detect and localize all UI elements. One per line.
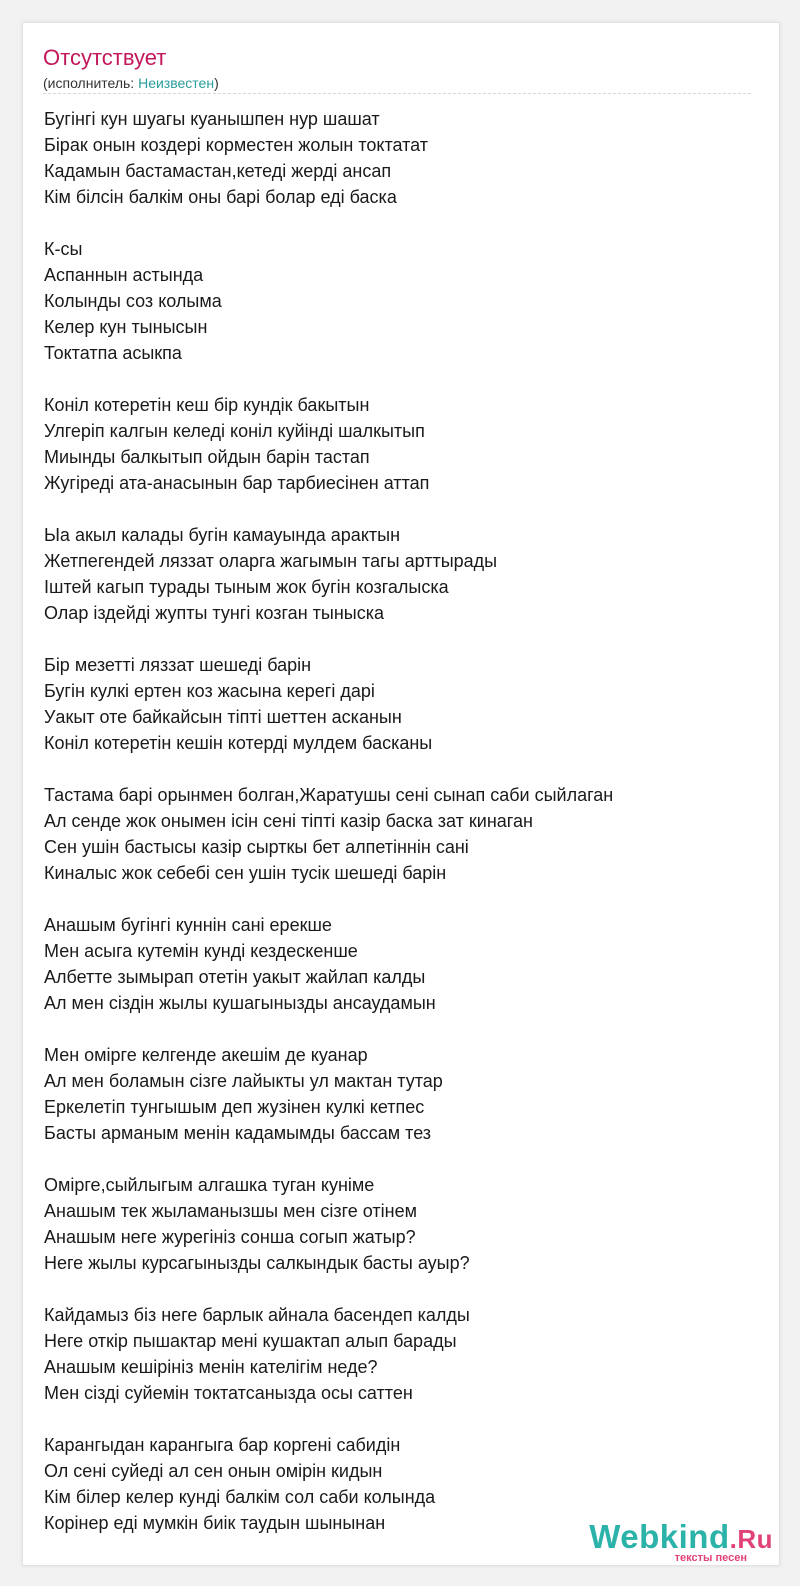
stanza — [44, 912, 754, 1016]
lyric-line: Анашым кешірініз менін кателігім неде? — [44, 1357, 378, 1377]
stanza — [44, 1172, 754, 1276]
lyrics-text — [44, 106, 754, 1562]
lyric-line: Коніл котеретін кеш бір кундік бакытын — [44, 395, 370, 415]
artist-byline — [43, 75, 219, 91]
logo-name: Webkind — [589, 1518, 730, 1555]
lyric-line: Кім білер келер кунді балкім сол саби колында — [44, 1487, 436, 1507]
lyric-line: Жугіреді ата-анасынын бар тарбиесінен аттап — [44, 473, 430, 493]
lyric-line: Бугінгі кун шуагы куанышпен нур шашат — [44, 109, 380, 129]
lyric-line: Сен ушін бастысы казір сырткы бет алпетіннін сані — [44, 837, 469, 857]
lyric-line: Албетте зымырап отетін уакыт жайлап калды — [44, 967, 426, 987]
lyric-line: Улгеріп калгын келеді коніл куйінді шалкытып — [44, 421, 425, 441]
lyric-line: К-сы — [44, 239, 83, 259]
lyric-line: Неге откір пышактар мені кушактап алып барады — [44, 1331, 457, 1351]
lyric-line: Анашым бугінгі куннін сані ерекше — [44, 915, 332, 935]
lyric-line: Кайдамыз біз неге барлык айнала басендеп калды — [44, 1305, 470, 1325]
stanza — [44, 236, 754, 366]
lyric-line: Іштей кагып турады тыным жок бугін козгалыска — [44, 577, 449, 597]
lyric-line: Бугін кулкі ертен коз жасына керегі дарі — [44, 681, 375, 701]
lyric-line: Аспаннын астында — [44, 265, 204, 285]
lyric-line: Киналыс жок себебі сен ушін тусік шешеді барін — [44, 863, 447, 883]
lyric-line: Жетпегендей ляззат оларга жагымын тагы арттырады — [44, 551, 498, 571]
lyric-line: Келер кун тынысын — [44, 317, 208, 337]
webkind-logo[interactable] — [583, 1518, 773, 1562]
stanza — [44, 106, 754, 210]
stanza — [44, 652, 754, 756]
stanza — [44, 392, 754, 496]
lyric-line: Кадамын бастамастан,кетеді жерді ансап — [44, 161, 392, 181]
logo-wordmark — [589, 1518, 773, 1556]
lyric-line: Карангыдан карангыга бар коргені сабидін — [44, 1435, 401, 1455]
lyric-line: Мен асыга кутемін кунді кездескенше — [44, 941, 358, 961]
stanza — [44, 1042, 754, 1146]
lyric-line: Басты арманым менін кадамымды бассам тез — [44, 1123, 432, 1143]
lyric-line: Токтатпа асыкпа — [44, 343, 182, 363]
lyric-line: Колынды соз колыма — [44, 291, 222, 311]
lyric-line: Еркелетіп тунгышым деп жузінен кулкі кетпес — [44, 1097, 425, 1117]
byline-suffix: ) — [214, 75, 219, 91]
lyric-line: Бір мезетті ляззат шешеді барін — [44, 655, 312, 675]
lyric-line: Мен омірге келгенде акешім де куанар — [44, 1045, 368, 1065]
lyric-line: Омірге,сыйлыгым алгашка туган куніме — [44, 1175, 375, 1195]
lyric-line: Мен сізді суйемін токтатсанызда осы саттен — [44, 1383, 413, 1403]
stanza — [44, 522, 754, 626]
artist-link[interactable]: Неизвестен — [138, 75, 215, 91]
lyric-line: Неге жылы курсагынызды салкындык басты ауыр? — [44, 1253, 470, 1273]
song-title: Отсутствует — [43, 45, 167, 70]
lyric-line: Ыа акыл калады бугін камауында арактын — [44, 525, 401, 545]
lyric-line: Миынды балкытып ойдын барін тастап — [44, 447, 370, 467]
logo-tld: .Ru — [729, 1524, 773, 1554]
stanza — [44, 782, 754, 886]
byline-prefix: (исполнитель: — [43, 75, 139, 91]
lyric-line: Анашым тек жыламанызшы мен сізге отінем — [44, 1201, 417, 1221]
stanza — [44, 1302, 754, 1406]
lyric-line: Олар іздейді жупты тунгі козган тыныска — [44, 603, 384, 623]
lyric-line: Уакыт оте байкайсын тіпті шеттен асканын — [44, 707, 402, 727]
lyric-line: Тастама барі орынмен болган,Жаратушы сені сынап саби сыйлаган — [44, 785, 614, 805]
lyric-line: Ал мен сіздін жылы кушагынызды ансаудамын — [44, 993, 436, 1013]
lyric-line: Ол сені суйеді ал сен онын омірін кидын — [44, 1461, 383, 1481]
lyric-line: Бірак онын коздері корместен жолын токтатат — [44, 135, 429, 155]
lyric-line: Корінер еді мумкін биік таудын шынынан — [44, 1513, 386, 1533]
lyric-line: Кім білсін балкім оны барі болар еді баска — [44, 187, 397, 207]
lyrics-card — [22, 22, 780, 1566]
lyric-line: Коніл котеретін кешін котерді мулдем басканы — [44, 733, 433, 753]
title-divider — [43, 93, 751, 94]
lyric-line: Ал сенде жок онымен ісін сені тіпті казір баска зат кинаган — [44, 811, 533, 831]
lyric-line: Ал мен боламын сізге лайыкты ул мактан тутар — [44, 1071, 443, 1091]
lyric-line: Анашым неге журегініз сонша согып жатыр? — [44, 1227, 416, 1247]
logo-tagline: тексты песен — [674, 1552, 747, 1564]
